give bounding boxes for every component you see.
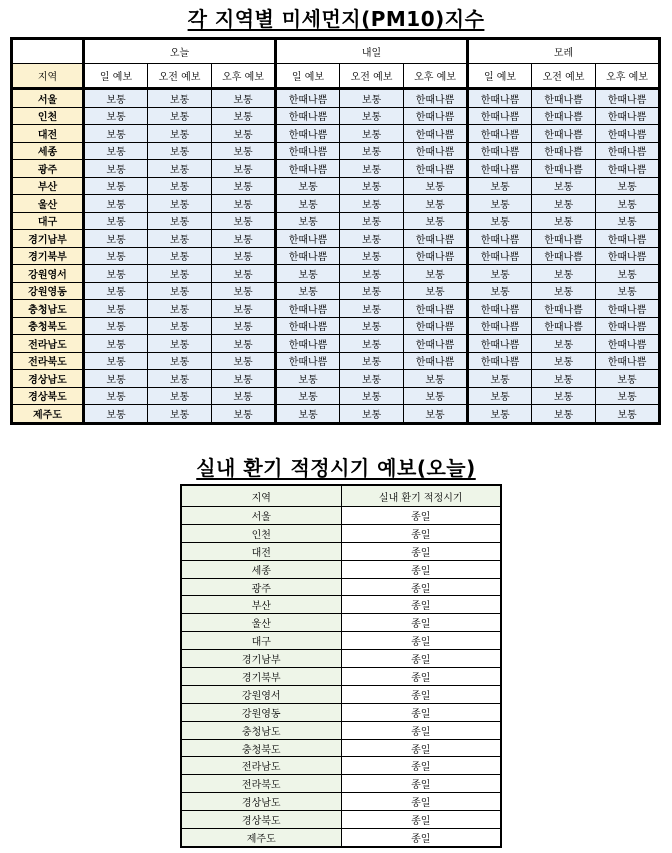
- forecast-value-cell: 한때나쁨: [596, 142, 660, 160]
- forecast-value-cell: 보통: [404, 265, 468, 283]
- region-column-header: 지역: [12, 64, 84, 89]
- forecast-value-cell: 한때나쁨: [468, 317, 532, 335]
- forecast-value-cell: 한때나쁨: [596, 300, 660, 318]
- forecast-value-cell: 보통: [84, 282, 148, 300]
- forecast-value-cell: 보통: [468, 177, 532, 195]
- forecast-value-cell: 보통: [340, 265, 404, 283]
- forecast-value-cell: 한때나쁨: [596, 230, 660, 248]
- forecast-value-cell: 보통: [148, 125, 212, 143]
- ventilation-row: [181, 757, 501, 775]
- sub-header-am: 오전 예보: [340, 64, 404, 89]
- forecast-value-cell: 보통: [468, 212, 532, 230]
- vent-region-cell: 부산: [181, 596, 341, 614]
- forecast-value-cell: 보통: [212, 352, 276, 370]
- forecast-value-cell: 한때나쁨: [468, 230, 532, 248]
- forecast-value-cell: 보통: [84, 160, 148, 178]
- region-cell: 경상남도: [12, 370, 84, 388]
- forecast-row: [12, 282, 660, 300]
- forecast-value-cell: 보통: [148, 335, 212, 353]
- forecast-value-cell: 보통: [212, 195, 276, 213]
- vent-value-cell: 종일: [341, 596, 501, 614]
- vent-value-cell: 종일: [341, 739, 501, 757]
- forecast-value-cell: 한때나쁨: [468, 125, 532, 143]
- forecast-value-cell: 보통: [404, 195, 468, 213]
- forecast-value-cell: 보통: [404, 282, 468, 300]
- forecast-value-cell: 보통: [276, 282, 340, 300]
- vent-timing-header: 실내 환기 적정시기: [341, 485, 501, 507]
- forecast-value-cell: 보통: [340, 142, 404, 160]
- forecast-value-cell: 보통: [276, 405, 340, 424]
- forecast-value-cell: 보통: [84, 177, 148, 195]
- region-cell: 대구: [12, 212, 84, 230]
- forecast-value-cell: 보통: [148, 387, 212, 405]
- ventilation-row: [181, 793, 501, 811]
- forecast-value-cell: 한때나쁨: [468, 160, 532, 178]
- ventilation-row: [181, 578, 501, 596]
- ventilation-row: [181, 739, 501, 757]
- forecast-value-cell: 보통: [148, 405, 212, 424]
- forecast-value-cell: 보통: [340, 195, 404, 213]
- vent-region-cell: 충청남도: [181, 721, 341, 739]
- forecast-value-cell: 보통: [276, 387, 340, 405]
- forecast-value-cell: 보통: [532, 352, 596, 370]
- forecast-value-cell: 보통: [596, 405, 660, 424]
- forecast-value-cell: 보통: [148, 212, 212, 230]
- header-corner: [12, 39, 84, 64]
- region-cell: 광주: [12, 160, 84, 178]
- forecast-value-cell: 보통: [532, 405, 596, 424]
- forecast-value-cell: 보통: [148, 265, 212, 283]
- day-header-today: 오늘: [84, 39, 276, 64]
- forecast-value-cell: 보통: [148, 89, 212, 108]
- forecast-value-cell: 보통: [148, 230, 212, 248]
- ventilation-row: [181, 650, 501, 668]
- forecast-value-cell: 보통: [84, 265, 148, 283]
- vent-region-cell: 경기남부: [181, 650, 341, 668]
- forecast-value-cell: 보통: [468, 370, 532, 388]
- forecast-value-cell: 보통: [340, 352, 404, 370]
- forecast-value-cell: 보통: [596, 265, 660, 283]
- sub-header-pm: 오후 예보: [404, 64, 468, 89]
- forecast-row: [12, 300, 660, 318]
- forecast-row: [12, 160, 660, 178]
- forecast-value-cell: 보통: [532, 212, 596, 230]
- forecast-value-cell: 보통: [404, 212, 468, 230]
- forecast-value-cell: 보통: [340, 89, 404, 108]
- sub-header-pm: 오후 예보: [212, 64, 276, 89]
- vent-value-cell: 종일: [341, 757, 501, 775]
- forecast-value-cell: 한때나쁨: [532, 230, 596, 248]
- forecast-value-cell: 보통: [212, 177, 276, 195]
- ventilation-row: [181, 542, 501, 560]
- forecast-value-cell: 보통: [84, 212, 148, 230]
- region-cell: 전라북도: [12, 352, 84, 370]
- forecast-value-cell: 한때나쁨: [596, 317, 660, 335]
- forecast-value-cell: 보통: [148, 177, 212, 195]
- vent-value-cell: 종일: [341, 560, 501, 578]
- forecast-value-cell: 한때나쁨: [404, 142, 468, 160]
- vent-region-cell: 강원영서: [181, 685, 341, 703]
- forecast-value-cell: 보통: [340, 107, 404, 125]
- ventilation-title: [0, 452, 672, 481]
- region-cell: 충청북도: [12, 317, 84, 335]
- forecast-row: [12, 247, 660, 265]
- forecast-value-cell: 보통: [340, 212, 404, 230]
- forecast-row: [12, 387, 660, 405]
- forecast-value-cell: 보통: [84, 370, 148, 388]
- forecast-value-cell: 보통: [212, 89, 276, 108]
- forecast-value-cell: 한때나쁨: [276, 335, 340, 353]
- vent-region-cell: 세종: [181, 560, 341, 578]
- vent-value-cell: 종일: [341, 507, 501, 525]
- vent-region-cell: 강원영동: [181, 703, 341, 721]
- vent-value-cell: 종일: [341, 542, 501, 560]
- region-cell: 강원영서: [12, 265, 84, 283]
- forecast-value-cell: 보통: [212, 230, 276, 248]
- forecast-value-cell: 보통: [148, 107, 212, 125]
- forecast-title: [0, 3, 672, 32]
- forecast-value-cell: 보통: [148, 247, 212, 265]
- region-cell: 서울: [12, 89, 84, 108]
- forecast-value-cell: 한때나쁨: [276, 142, 340, 160]
- forecast-value-cell: 보통: [212, 160, 276, 178]
- vent-region-cell: 대구: [181, 632, 341, 650]
- forecast-value-cell: 보통: [404, 370, 468, 388]
- forecast-value-cell: 보통: [212, 212, 276, 230]
- forecast-value-cell: 보통: [276, 265, 340, 283]
- vent-value-cell: 종일: [341, 650, 501, 668]
- forecast-value-cell: 한때나쁨: [468, 142, 532, 160]
- forecast-row: [12, 212, 660, 230]
- sub-header-daily: 일 예보: [468, 64, 532, 89]
- forecast-value-cell: 한때나쁨: [404, 107, 468, 125]
- ventilation-row: [181, 703, 501, 721]
- forecast-value-cell: 한때나쁨: [468, 107, 532, 125]
- forecast-value-cell: 보통: [596, 370, 660, 388]
- forecast-value-cell: 보통: [148, 317, 212, 335]
- forecast-day-header-row: [12, 39, 660, 64]
- forecast-value-cell: 한때나쁨: [276, 247, 340, 265]
- forecast-value-cell: 한때나쁨: [596, 107, 660, 125]
- region-cell: 강원영동: [12, 282, 84, 300]
- forecast-value-cell: 한때나쁨: [532, 247, 596, 265]
- forecast-value-cell: 한때나쁨: [596, 125, 660, 143]
- region-cell: 제주도: [12, 405, 84, 424]
- vent-value-cell: 종일: [341, 632, 501, 650]
- ventilation-row: [181, 668, 501, 686]
- vent-region-cell: 전라북도: [181, 775, 341, 793]
- forecast-value-cell: 한때나쁨: [404, 160, 468, 178]
- forecast-value-cell: 보통: [596, 177, 660, 195]
- forecast-value-cell: 한때나쁨: [468, 89, 532, 108]
- forecast-value-cell: 한때나쁨: [276, 107, 340, 125]
- forecast-value-cell: 보통: [84, 352, 148, 370]
- forecast-value-cell: 보통: [276, 177, 340, 195]
- vent-region-cell: 광주: [181, 578, 341, 596]
- forecast-value-cell: 보통: [212, 335, 276, 353]
- forecast-row: [12, 107, 660, 125]
- forecast-value-cell: 보통: [148, 282, 212, 300]
- forecast-value-cell: 보통: [340, 387, 404, 405]
- forecast-value-cell: 한때나쁨: [276, 230, 340, 248]
- forecast-value-cell: 한때나쁨: [404, 89, 468, 108]
- forecast-row: [12, 352, 660, 370]
- forecast-value-cell: 한때나쁨: [404, 335, 468, 353]
- forecast-value-cell: 보통: [148, 300, 212, 318]
- region-cell: 부산: [12, 177, 84, 195]
- vent-region-cell: 전라남도: [181, 757, 341, 775]
- forecast-value-cell: 한때나쁨: [532, 107, 596, 125]
- forecast-row: [12, 230, 660, 248]
- forecast-value-cell: 보통: [340, 335, 404, 353]
- sub-header-daily: 일 예보: [84, 64, 148, 89]
- forecast-value-cell: 보통: [148, 370, 212, 388]
- forecast-value-cell: 보통: [340, 177, 404, 195]
- forecast-row: [12, 317, 660, 335]
- forecast-value-cell: 보통: [276, 195, 340, 213]
- forecast-value-cell: 보통: [212, 107, 276, 125]
- vent-value-cell: 종일: [341, 829, 501, 847]
- forecast-row: [12, 370, 660, 388]
- forecast-value-cell: 보통: [404, 405, 468, 424]
- vent-value-cell: 종일: [341, 775, 501, 793]
- vent-value-cell: 종일: [341, 685, 501, 703]
- forecast-value-cell: 보통: [340, 247, 404, 265]
- forecast-value-cell: 보통: [212, 317, 276, 335]
- forecast-value-cell: 보통: [468, 195, 532, 213]
- forecast-value-cell: 한때나쁨: [468, 335, 532, 353]
- region-cell: 인천: [12, 107, 84, 125]
- forecast-value-cell: 보통: [340, 160, 404, 178]
- vent-value-cell: 종일: [341, 524, 501, 542]
- ventilation-row: [181, 775, 501, 793]
- forecast-value-cell: 보통: [532, 335, 596, 353]
- region-cell: 경기남부: [12, 230, 84, 248]
- vent-region-cell: 서울: [181, 507, 341, 525]
- forecast-value-cell: 보통: [468, 405, 532, 424]
- forecast-value-cell: 보통: [84, 405, 148, 424]
- region-cell: 충청남도: [12, 300, 84, 318]
- ventilation-row: [181, 829, 501, 847]
- vent-value-cell: 종일: [341, 703, 501, 721]
- forecast-value-cell: 한때나쁨: [532, 300, 596, 318]
- vent-region-cell: 울산: [181, 614, 341, 632]
- forecast-value-cell: 보통: [212, 125, 276, 143]
- forecast-value-cell: 보통: [148, 142, 212, 160]
- forecast-value-cell: 보통: [84, 300, 148, 318]
- region-cell: 경상북도: [12, 387, 84, 405]
- vent-value-cell: 종일: [341, 668, 501, 686]
- forecast-value-cell: 보통: [468, 265, 532, 283]
- forecast-value-cell: 한때나쁨: [532, 89, 596, 108]
- forecast-value-cell: 보통: [404, 177, 468, 195]
- forecast-value-cell: 보통: [276, 370, 340, 388]
- vent-region-cell: 경상남도: [181, 793, 341, 811]
- forecast-row: [12, 142, 660, 160]
- forecast-row: [12, 335, 660, 353]
- vent-region-cell: 제주도: [181, 829, 341, 847]
- forecast-row: [12, 89, 660, 108]
- forecast-value-cell: 보통: [340, 300, 404, 318]
- forecast-value-cell: 보통: [340, 317, 404, 335]
- forecast-value-cell: 보통: [276, 212, 340, 230]
- day-header-day-after: 모레: [468, 39, 660, 64]
- forecast-value-cell: 한때나쁨: [404, 247, 468, 265]
- forecast-value-cell: 보통: [84, 247, 148, 265]
- forecast-value-cell: 보통: [468, 282, 532, 300]
- ventilation-row: [181, 632, 501, 650]
- forecast-value-cell: 한때나쁨: [532, 317, 596, 335]
- forecast-value-cell: 보통: [212, 247, 276, 265]
- forecast-value-cell: 보통: [212, 405, 276, 424]
- forecast-value-cell: 보통: [148, 195, 212, 213]
- forecast-row: [12, 195, 660, 213]
- vent-region-cell: 충청북도: [181, 739, 341, 757]
- forecast-value-cell: 보통: [532, 370, 596, 388]
- region-cell: 울산: [12, 195, 84, 213]
- sub-header-pm: 오후 예보: [596, 64, 660, 89]
- forecast-value-cell: 보통: [84, 317, 148, 335]
- forecast-value-cell: 보통: [596, 195, 660, 213]
- region-cell: 경기북부: [12, 247, 84, 265]
- forecast-value-cell: 보통: [468, 387, 532, 405]
- sub-header-am: 오전 예보: [148, 64, 212, 89]
- region-cell: 대전: [12, 125, 84, 143]
- forecast-value-cell: 보통: [532, 282, 596, 300]
- forecast-value-cell: 보통: [340, 125, 404, 143]
- forecast-value-cell: 한때나쁨: [276, 300, 340, 318]
- day-header-tomorrow: 내일: [276, 39, 468, 64]
- forecast-value-cell: 보통: [340, 282, 404, 300]
- vent-value-cell: 종일: [341, 811, 501, 829]
- ventilation-row: [181, 614, 501, 632]
- forecast-value-cell: 보통: [84, 142, 148, 160]
- forecast-value-cell: 보통: [532, 265, 596, 283]
- forecast-value-cell: 보통: [84, 387, 148, 405]
- forecast-value-cell: 보통: [84, 107, 148, 125]
- forecast-value-cell: 한때나쁨: [532, 125, 596, 143]
- forecast-value-cell: 보통: [532, 177, 596, 195]
- ventilation-header-row: [181, 485, 501, 507]
- forecast-value-cell: 한때나쁨: [596, 89, 660, 108]
- forecast-value-cell: 보통: [84, 195, 148, 213]
- forecast-value-cell: 한때나쁨: [596, 160, 660, 178]
- forecast-value-cell: 보통: [404, 387, 468, 405]
- forecast-value-cell: 한때나쁨: [276, 89, 340, 108]
- forecast-value-cell: 보통: [532, 387, 596, 405]
- forecast-sub-header-row: [12, 64, 660, 89]
- forecast-value-cell: 한때나쁨: [276, 352, 340, 370]
- forecast-value-cell: 보통: [596, 387, 660, 405]
- forecast-value-cell: 보통: [84, 335, 148, 353]
- forecast-value-cell: 보통: [596, 212, 660, 230]
- forecast-value-cell: 보통: [596, 282, 660, 300]
- forecast-value-cell: 보통: [212, 370, 276, 388]
- forecast-row: [12, 265, 660, 283]
- vent-value-cell: 종일: [341, 614, 501, 632]
- ventilation-row: [181, 596, 501, 614]
- forecast-title-text: 각 지역별 미세먼지(PM10)지수: [187, 7, 485, 31]
- forecast-value-cell: 보통: [340, 405, 404, 424]
- forecast-value-cell: 보통: [212, 387, 276, 405]
- forecast-value-cell: 한때나쁨: [404, 230, 468, 248]
- forecast-value-cell: 한때나쁨: [532, 142, 596, 160]
- vent-region-cell: 경상북도: [181, 811, 341, 829]
- forecast-value-cell: 보통: [340, 230, 404, 248]
- forecast-value-cell: 보통: [212, 282, 276, 300]
- vent-region-cell: 대전: [181, 542, 341, 560]
- forecast-value-cell: 보통: [212, 142, 276, 160]
- vent-region-cell: 경기북부: [181, 668, 341, 686]
- forecast-value-cell: 한때나쁨: [404, 125, 468, 143]
- forecast-value-cell: 한때나쁨: [596, 335, 660, 353]
- forecast-value-cell: 한때나쁨: [468, 247, 532, 265]
- forecast-value-cell: 한때나쁨: [596, 352, 660, 370]
- forecast-value-cell: 한때나쁨: [404, 300, 468, 318]
- forecast-value-cell: 보통: [148, 352, 212, 370]
- vent-value-cell: 종일: [341, 721, 501, 739]
- vent-region-header: 지역: [181, 485, 341, 507]
- forecast-value-cell: 보통: [532, 195, 596, 213]
- forecast-value-cell: 한때나쁨: [468, 300, 532, 318]
- forecast-value-cell: 한때나쁨: [532, 160, 596, 178]
- forecast-row: [12, 177, 660, 195]
- forecast-value-cell: 보통: [84, 125, 148, 143]
- pm10-forecast-table: [10, 37, 661, 425]
- ventilation-row: [181, 685, 501, 703]
- forecast-row: [12, 405, 660, 424]
- forecast-value-cell: 보통: [212, 300, 276, 318]
- forecast-value-cell: 한때나쁨: [596, 247, 660, 265]
- vent-value-cell: 종일: [341, 793, 501, 811]
- ventilation-title-text: 실내 환기 적정시기 예보(오늘): [196, 456, 476, 480]
- region-cell: 전라남도: [12, 335, 84, 353]
- ventilation-row: [181, 811, 501, 829]
- ventilation-row: [181, 721, 501, 739]
- vent-region-cell: 인천: [181, 524, 341, 542]
- forecast-value-cell: 보통: [212, 265, 276, 283]
- vent-value-cell: 종일: [341, 578, 501, 596]
- forecast-value-cell: 한때나쁨: [276, 125, 340, 143]
- forecast-value-cell: 보통: [84, 230, 148, 248]
- forecast-value-cell: 보통: [148, 160, 212, 178]
- sub-header-daily: 일 예보: [276, 64, 340, 89]
- region-cell: 세종: [12, 142, 84, 160]
- forecast-value-cell: 보통: [84, 89, 148, 108]
- forecast-value-cell: 한때나쁨: [404, 317, 468, 335]
- forecast-value-cell: 한때나쁨: [276, 160, 340, 178]
- ventilation-table: [180, 484, 502, 848]
- forecast-value-cell: 한때나쁨: [468, 352, 532, 370]
- sub-header-am: 오전 예보: [532, 64, 596, 89]
- forecast-value-cell: 한때나쁨: [276, 317, 340, 335]
- ventilation-row: [181, 524, 501, 542]
- ventilation-row: [181, 507, 501, 525]
- forecast-row: [12, 125, 660, 143]
- forecast-value-cell: 보통: [340, 370, 404, 388]
- forecast-value-cell: 한때나쁨: [404, 352, 468, 370]
- ventilation-row: [181, 560, 501, 578]
